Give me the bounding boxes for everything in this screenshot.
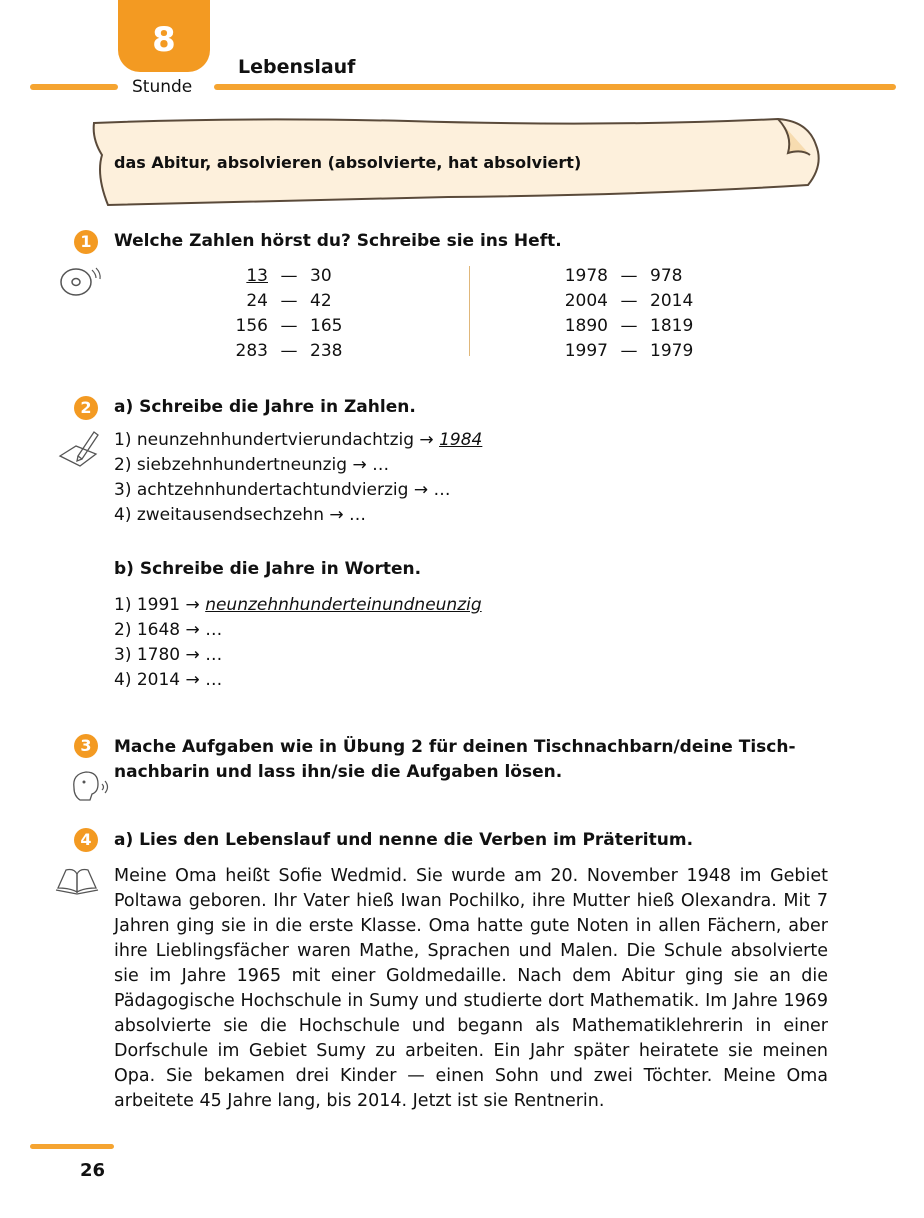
header-rule-left bbox=[30, 84, 118, 90]
pair-dash: — bbox=[620, 341, 638, 361]
number-pair bbox=[540, 264, 710, 289]
footer-rule bbox=[30, 1144, 114, 1149]
exercise-2b-instruction: b) Schreibe die Jahre in Worten. bbox=[114, 559, 422, 579]
lesson-word: Stunde bbox=[132, 77, 193, 97]
column-divider bbox=[469, 266, 470, 356]
pair-dash: — bbox=[280, 266, 298, 286]
exercise-4a-instruction: a) Lies den Lebenslauf und nenne die Verben im Präteritum. bbox=[114, 830, 694, 850]
pair-dash: — bbox=[620, 316, 638, 336]
arrow-icon: → bbox=[185, 670, 200, 690]
exercise-1-left-pairs bbox=[200, 264, 370, 364]
number-b: 238 bbox=[310, 341, 343, 361]
exercise-2-badge: 2 bbox=[74, 396, 98, 420]
instruction-line: nachbarin und lass ihn/sie die Aufgaben lösen. bbox=[114, 762, 563, 782]
vocab-text: das Abitur, absolvieren (absolvierte, hat absolviert) bbox=[114, 153, 582, 172]
pair-dash: — bbox=[620, 291, 638, 311]
item-text: 2014 bbox=[136, 670, 181, 690]
list-item bbox=[114, 453, 482, 478]
number-b: 2014 bbox=[650, 291, 694, 311]
item-number: 4) bbox=[114, 505, 132, 525]
number-a: 2004 bbox=[564, 291, 608, 311]
number-a: 1890 bbox=[564, 316, 608, 336]
pair-dash: — bbox=[280, 341, 298, 361]
number-pair bbox=[200, 314, 370, 339]
number-b: 42 bbox=[310, 291, 332, 311]
page-title: Lebenslauf bbox=[238, 56, 356, 78]
number-pair bbox=[540, 339, 710, 364]
cd-icon bbox=[56, 262, 102, 302]
header-rule-right bbox=[214, 84, 896, 90]
number-a: 1997 bbox=[564, 341, 608, 361]
page-number: 26 bbox=[80, 1160, 106, 1181]
number-b: 165 bbox=[310, 316, 343, 336]
list-item bbox=[114, 643, 482, 668]
exercise-1-badge: 1 bbox=[74, 230, 98, 254]
exercise-2a-instruction: a) Schreibe die Jahre in Zahlen. bbox=[114, 397, 416, 417]
number-a: 1978 bbox=[564, 266, 608, 286]
item-answer: neunzehnhunderteinundneunzig bbox=[205, 595, 482, 615]
exercise-4-badge: 4 bbox=[74, 828, 98, 852]
number-a: 24 bbox=[246, 291, 268, 311]
arrow-icon: → bbox=[352, 455, 367, 475]
reading-text: Meine Oma heißt Sofie Wedmid. Sie wurde am 20. November 1948 im Gebiet Poltawa geboren. Ihr Vater hieß Iwan Pochilko, ihre Mutter hieß Olexandra. Mit 7 Jahren ging sie in die erste Klasse. Oma hatte gute Noten in allen Fächern, aber ihre Lieblingsfächer waren Mathe, Sprachen und Malen. Die Schule absolvierte sie im Jahre 1965 mit einer Goldmedaille. Nach dem Abitur ging sie an die Pädagogische Hochschule in Sumy und studierte dort Mathematik. Im Jahre 1969 absolvierte sie die Hochschule und begann als Mathematiklehrerin in einer Dorfschule im Gebiet Sumy zu arbeiten. Ein Jahr später heiratete sie meinen Opa. Sie bekamen drei Kinder — einen Sohn und zwei Töchter. Meine Oma arbeitete 45 Jahre lang, bis 2014. Jetzt ist sie Rentnerin. bbox=[114, 866, 828, 1111]
number-pair bbox=[540, 289, 710, 314]
item-number: 1) bbox=[114, 430, 132, 450]
pair-dash: — bbox=[620, 266, 638, 286]
pair-dash: — bbox=[280, 316, 298, 336]
item-text: 1780 bbox=[136, 645, 181, 665]
arrow-icon: → bbox=[185, 595, 200, 615]
item-number: 1) bbox=[114, 595, 132, 615]
exercise-3-badge: 3 bbox=[74, 734, 98, 758]
item-number: 3) bbox=[114, 645, 132, 665]
pair-dash: — bbox=[280, 291, 298, 311]
exercise-2a-list bbox=[114, 428, 482, 528]
list-item bbox=[114, 428, 482, 453]
number-a: 156 bbox=[235, 316, 268, 336]
item-number: 4) bbox=[114, 670, 132, 690]
number-a: 13 bbox=[246, 266, 268, 286]
number-pair bbox=[200, 289, 370, 314]
exercise-1-instruction: Welche Zahlen hörst du? Schreibe sie ins Heft. bbox=[114, 231, 562, 251]
pen-icon bbox=[56, 428, 102, 468]
list-item bbox=[114, 478, 482, 503]
item-answer: … bbox=[205, 645, 223, 665]
speaking-head-icon bbox=[66, 766, 112, 806]
item-text: achtzehnhundertachtundvierzig bbox=[136, 480, 409, 500]
arrow-icon: → bbox=[185, 645, 200, 665]
item-text: 1991 bbox=[136, 595, 181, 615]
list-item bbox=[114, 593, 482, 618]
item-text: 1648 bbox=[136, 620, 181, 640]
item-text: zweitausendsechzehn bbox=[136, 505, 324, 525]
exercise-3-instruction bbox=[114, 735, 828, 785]
number-b: 30 bbox=[310, 266, 332, 286]
lesson-number: 8 bbox=[152, 20, 176, 60]
item-answer: … bbox=[349, 505, 367, 525]
number-b: 978 bbox=[650, 266, 683, 286]
instruction-line: Mache Aufgaben wie in Übung 2 für deinen Tischnachbarn/deine Tisch- bbox=[114, 737, 796, 757]
open-book-icon bbox=[54, 858, 100, 898]
item-number: 2) bbox=[114, 455, 132, 475]
number-a: 283 bbox=[235, 341, 268, 361]
item-number: 3) bbox=[114, 480, 132, 500]
item-answer: 1984 bbox=[439, 430, 483, 450]
item-answer: … bbox=[372, 455, 390, 475]
number-pair bbox=[540, 314, 710, 339]
arrow-icon: → bbox=[419, 430, 434, 450]
list-item bbox=[114, 618, 482, 643]
item-number: 2) bbox=[114, 620, 132, 640]
number-pair bbox=[200, 339, 370, 364]
list-item bbox=[114, 668, 482, 693]
item-answer: … bbox=[205, 620, 223, 640]
arrow-icon: → bbox=[185, 620, 200, 640]
item-answer: … bbox=[205, 670, 223, 690]
number-b: 1819 bbox=[650, 316, 694, 336]
lesson-number-tab bbox=[118, 0, 210, 72]
list-item bbox=[114, 503, 482, 528]
number-b: 1979 bbox=[650, 341, 694, 361]
exercise-1-right-pairs bbox=[540, 264, 710, 364]
arrow-icon: → bbox=[329, 505, 344, 525]
exercise-2b-list bbox=[114, 593, 482, 693]
item-text: neunzehnhundertvierundachtzig bbox=[136, 430, 415, 450]
number-pair bbox=[200, 264, 370, 289]
arrow-icon: → bbox=[413, 480, 429, 500]
item-text: siebzehnhundertneunzig bbox=[136, 455, 348, 475]
item-answer: … bbox=[433, 480, 451, 500]
